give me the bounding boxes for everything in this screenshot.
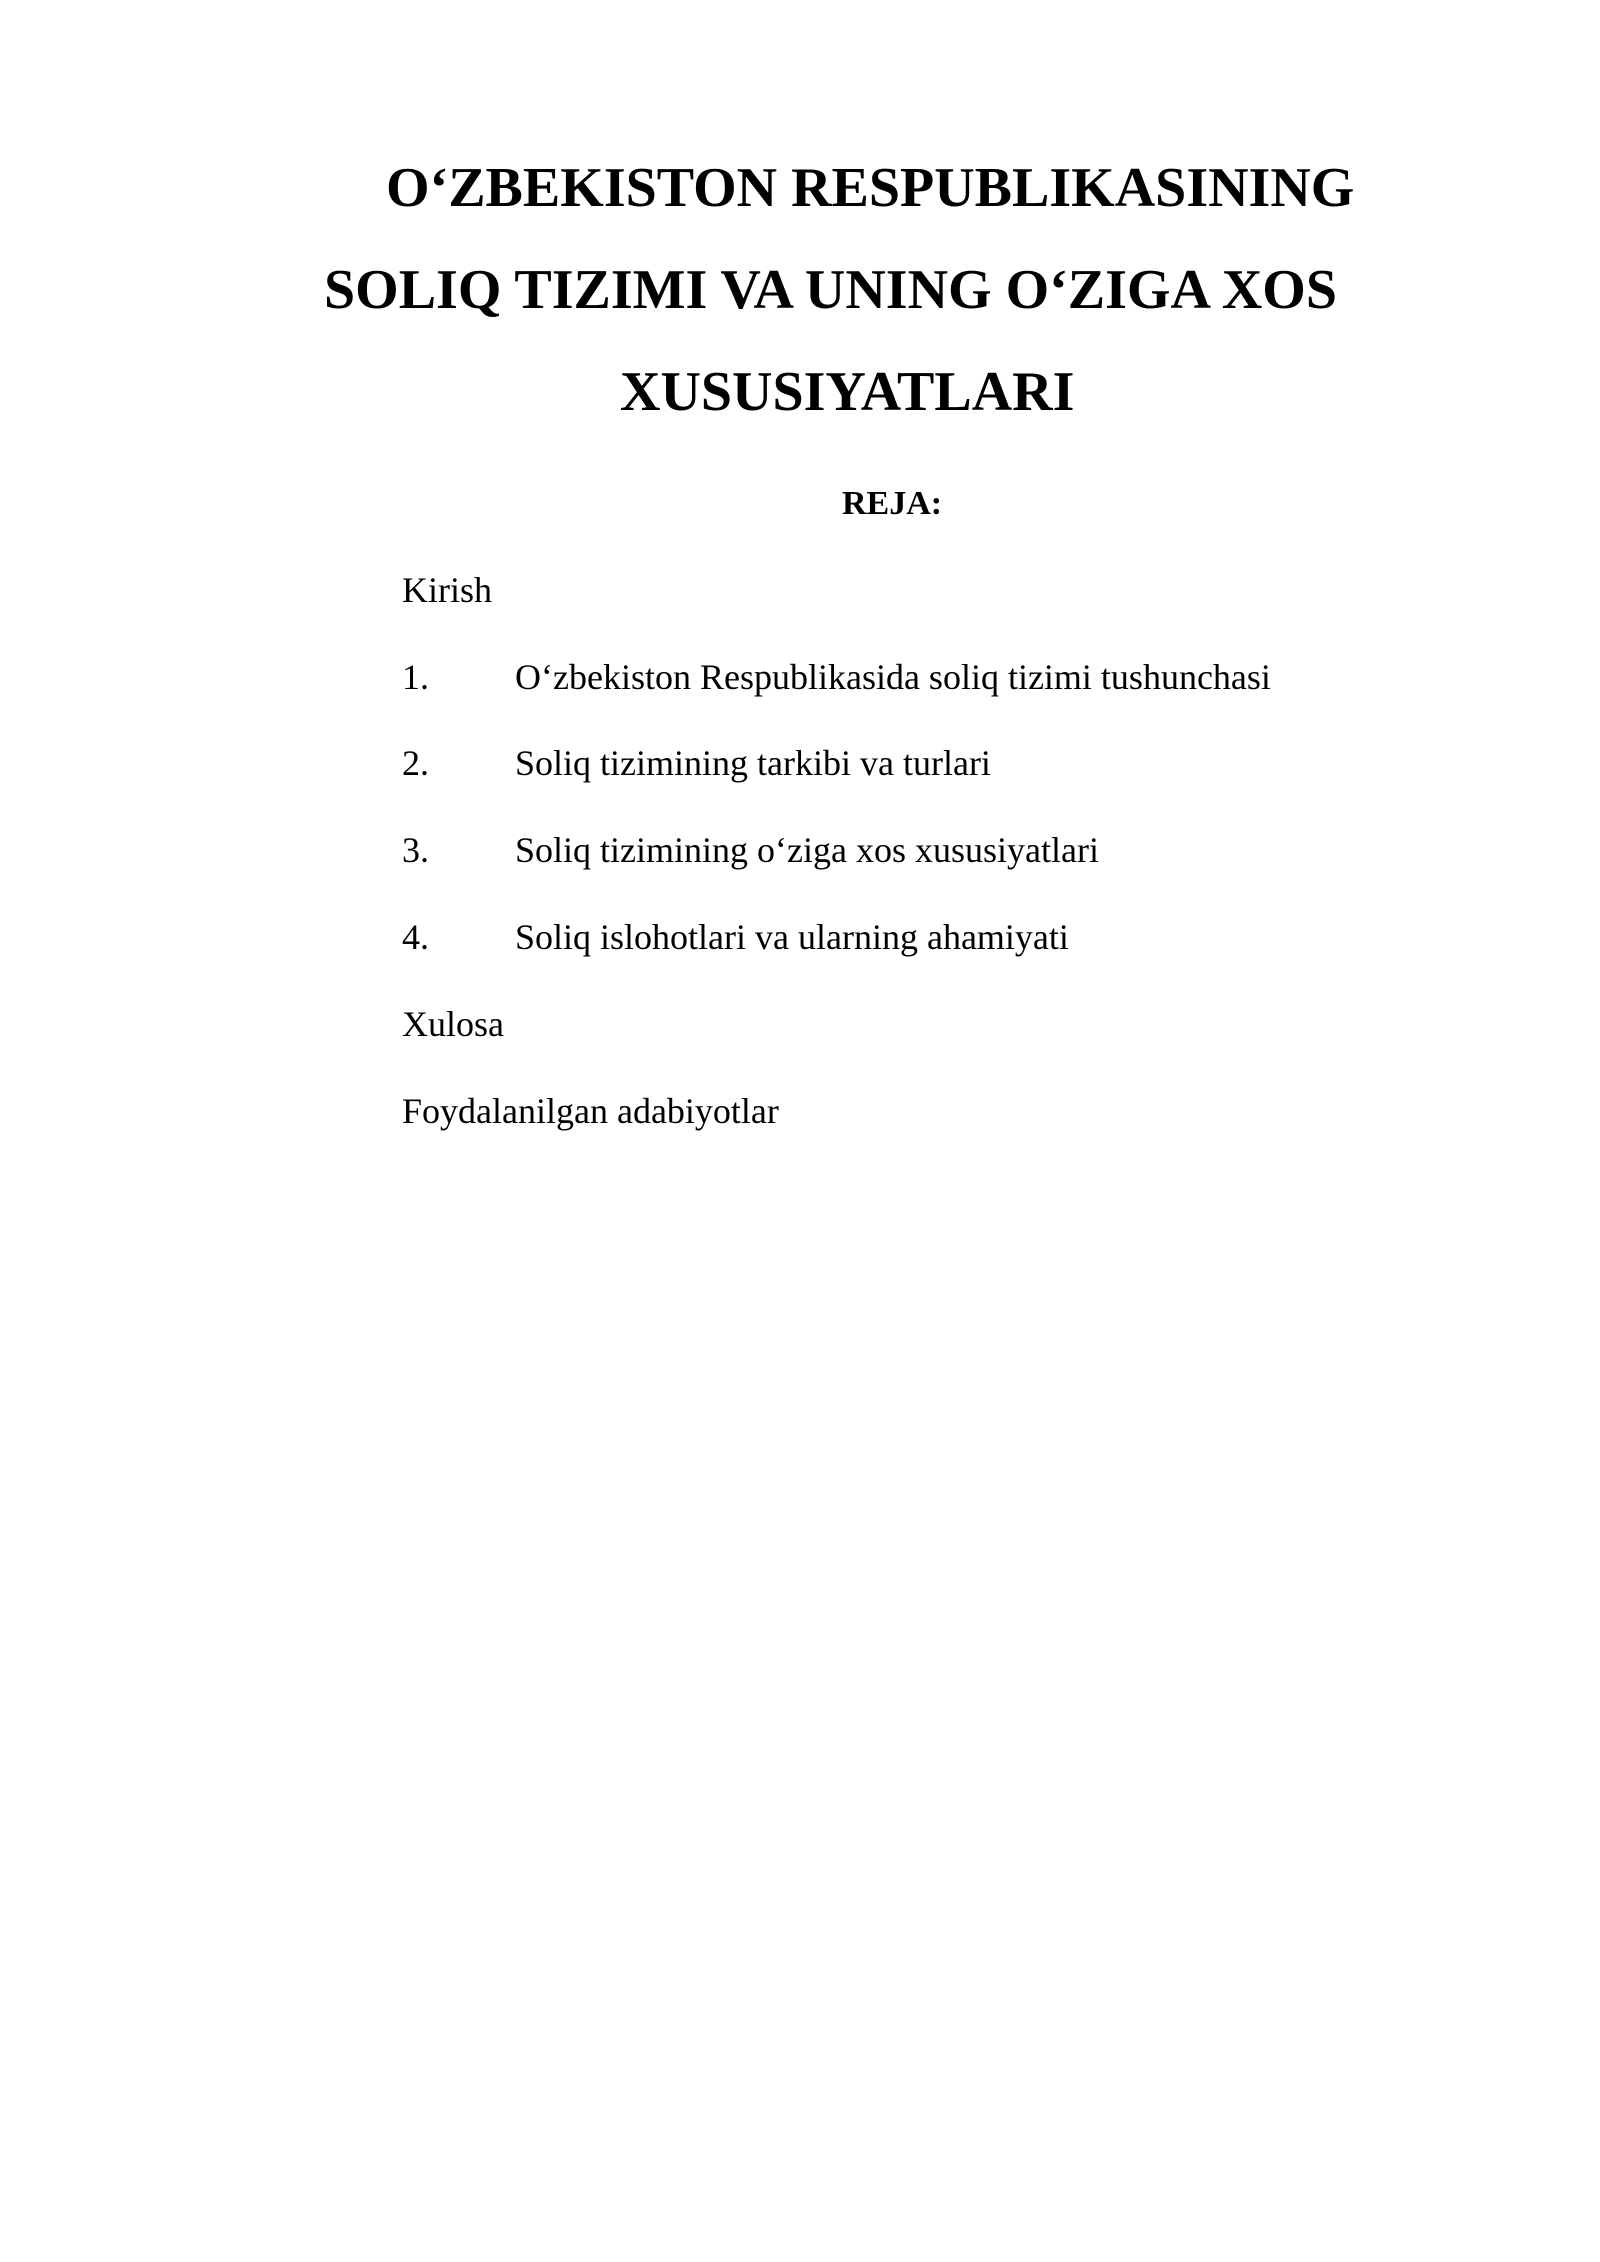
document-title-line-1: O‘ZBEKISTON RESPUBLIKASINING xyxy=(386,157,1355,219)
plan-conclusion: Xulosa xyxy=(402,1004,504,1044)
plan-list-item xyxy=(402,828,1099,872)
plan-item-number: 1. xyxy=(402,657,429,697)
plan-list-item xyxy=(402,915,1069,959)
plan-heading: REJA: xyxy=(842,485,943,522)
plan-item-text: Soliq islohotlari va ularning ahamiyati xyxy=(515,917,1069,957)
plan-item-number: 2. xyxy=(402,743,429,783)
plan-list-item xyxy=(402,655,1271,699)
plan-item-number: 4. xyxy=(402,917,429,957)
document-title-line-3: XUSUSIYATLARI xyxy=(620,361,1075,423)
plan-item-text: Soliq tizimining o‘ziga xos xususiyatlari xyxy=(515,830,1099,870)
plan-item-number: 3. xyxy=(402,830,429,870)
plan-intro: Kirish xyxy=(402,570,492,610)
plan-item-text: Soliq tizimining tarkibi va turlari xyxy=(515,743,991,783)
plan-item-text: O‘zbekiston Respublikasida soliq tizimi tushunchasi xyxy=(515,657,1271,697)
document-title-line-2: SOLIQ TIZIMI VA UNING O‘ZIGA XOS xyxy=(324,259,1337,321)
plan-list-item xyxy=(402,741,991,785)
plan-references: Foydalanilgan adabiyotlar xyxy=(402,1091,779,1131)
